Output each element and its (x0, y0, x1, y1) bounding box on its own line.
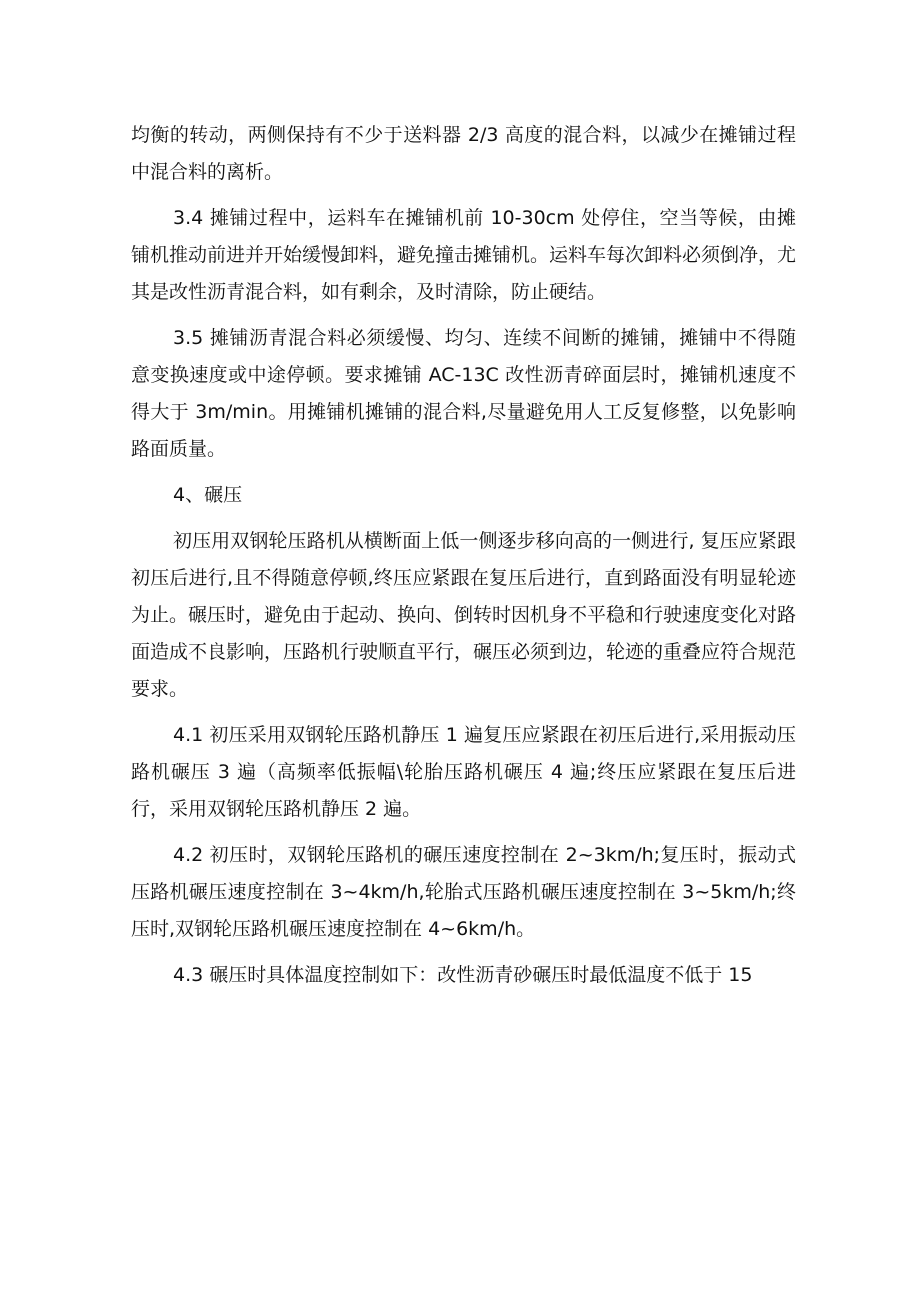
document-body (131, 117, 796, 1003)
paragraph-4-1: 4.1 初压采用双钢轮压路机静压 1 遍复压应紧跟在初压后进行,采用振动压路机碾压 3 遍（高频率低振幅\轮胎压路机碾压 4 遍;终压应紧跟在复压后进行，采用双钢轮压路机静压 2 遍。 (131, 724, 796, 820)
paragraph-4-2: 4.2 初压时，双钢轮压路机的碾压速度控制在 2~3km/h;复压时，振动式压路机碾压速度控制在 3~4km/h,轮胎式压路机碾压速度控制在 3~5km/h;终压时,双钢轮压路机碾压速度控制在 4~6km/h。 (131, 844, 796, 940)
paragraph-continuation: 均衡的转动，两侧保持有不少于送料器 2/3 高度的混合料，以减少在摊铺过程中混合料的离析。 (131, 124, 796, 183)
paragraph-3-4: 3.4 摊铺过程中，运料车在摊铺机前 10-30cm 处停住，空当等候，由摊铺机推动前进并开始缓慢卸料，避免撞击摊铺机。运料车每次卸料必须倒净，尤其是改性沥青混合料，如有剩余，及时清除，防止硬结。 (131, 207, 797, 303)
paragraph-rolling-intro: 初压用双钢轮压路机从横断面上低一侧逐步移向高的一侧进行, 复压应紧跟初压后进行,且不得随意停顿,终压应紧跟在复压后进行，直到路面没有明显轮迹为止。碾压时，避免由于起动、换向、倒转时因机身不平稳和行驶速度变化对路面造成不良影响，压路机行驶顺直平行，碾压必须到边，轮迹的重叠应符合规范要求。 (131, 530, 797, 700)
paragraph-3-5: 3.5 摊铺沥青混合料必须缓慢、均匀、连续不间断的摊铺，摊铺中不得随意变换速度或中途停顿。要求摊铺 AC-13C 改性沥青碎面层时，摊铺机速度不得大于 3m/min。用摊铺机摊铺的混合料,尽量避免用人工反复修整，以免影响路面质量。 (131, 327, 796, 460)
paragraph-4-3: 4.3 碾压时具体温度控制如下：改性沥青砂碾压时最低温度不低于 15 (173, 964, 753, 986)
section-heading-4: 4、碾压 (173, 484, 243, 506)
